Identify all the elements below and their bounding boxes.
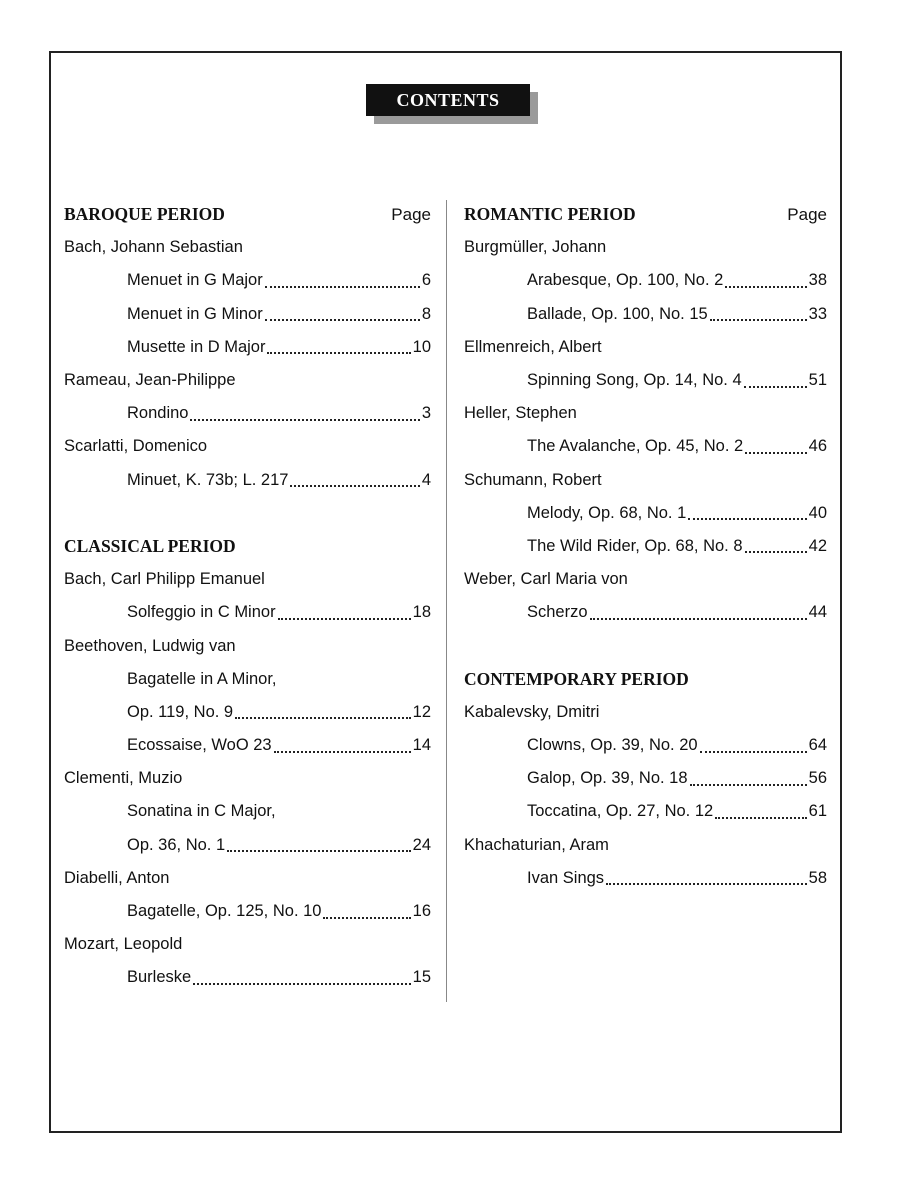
composer-name-row xyxy=(64,563,431,596)
section-heading xyxy=(64,530,431,563)
dot-leader xyxy=(274,751,411,753)
work-title: Rondino xyxy=(127,404,189,423)
contents-title: CONTENTS xyxy=(366,84,530,116)
toc-entry[interactable] xyxy=(64,331,431,364)
composer-name-row xyxy=(64,629,431,662)
composer-name-row xyxy=(464,696,827,729)
toc-entry[interactable] xyxy=(464,729,827,762)
page-number: 40 xyxy=(808,503,827,522)
dot-leader xyxy=(190,419,419,421)
page-number: 42 xyxy=(808,536,827,555)
page-number: 56 xyxy=(808,769,827,788)
composer-name: Ellmenreich, Albert xyxy=(464,337,602,356)
toc-entry[interactable] xyxy=(64,397,431,430)
composer-name: Beethoven, Ludwig van xyxy=(64,636,236,655)
toc-entry[interactable] xyxy=(464,795,827,828)
dot-leader xyxy=(745,452,806,454)
composer-name-row xyxy=(464,331,827,364)
dot-leader xyxy=(606,883,807,885)
toc-entry-line[interactable] xyxy=(64,795,431,828)
toc-entry[interactable] xyxy=(464,497,827,530)
toc-entry[interactable] xyxy=(64,696,431,729)
composer-name: Clementi, Muzio xyxy=(64,769,183,788)
composer-name: Mozart, Leopold xyxy=(64,935,183,954)
dot-leader xyxy=(267,352,410,354)
work-title: Menuet in G Minor xyxy=(127,304,263,323)
work-title: Ecossaise, WoO 23 xyxy=(127,736,272,755)
work-title: Op. 36, No. 1 xyxy=(127,835,226,854)
dot-leader xyxy=(227,850,411,852)
composer-name: Rameau, Jean-Philippe xyxy=(64,371,236,390)
page-number: 18 xyxy=(412,603,431,622)
toc-entry[interactable] xyxy=(64,464,431,497)
composer-name-row xyxy=(64,862,431,895)
composer-name-row xyxy=(64,928,431,961)
toc-entry[interactable] xyxy=(64,961,431,994)
work-title: Bagatelle in A Minor, xyxy=(127,669,277,688)
composer-name: Kabalevsky, Dmitri xyxy=(464,702,600,721)
toc-entry[interactable] xyxy=(64,895,431,928)
page-number: 12 xyxy=(412,702,431,721)
work-title: The Wild Rider, Op. 68, No. 8 xyxy=(527,536,743,555)
work-title: Spinning Song, Op. 14, No. 4 xyxy=(527,371,742,390)
composer-name-row xyxy=(64,231,431,264)
page-number: 64 xyxy=(808,736,827,755)
page-number: 46 xyxy=(808,437,827,456)
page-number: 10 xyxy=(412,337,431,356)
right-column xyxy=(464,198,827,895)
composer-name-row xyxy=(464,464,827,497)
dot-leader xyxy=(265,286,420,288)
composer-name: Heller, Stephen xyxy=(464,404,577,423)
composer-name: Scarlatti, Domenico xyxy=(64,437,208,456)
toc-entry[interactable] xyxy=(64,298,431,331)
dot-leader xyxy=(590,618,807,620)
toc-entry[interactable] xyxy=(464,264,827,297)
work-title: Arabesque, Op. 100, No. 2 xyxy=(527,271,724,290)
page-column-label: Page xyxy=(787,204,827,224)
composer-name: Bach, Johann Sebastian xyxy=(64,238,243,257)
work-title: The Avalanche, Op. 45, No. 2 xyxy=(527,437,744,456)
composer-name: Bach, Carl Philipp Emanuel xyxy=(64,570,265,589)
page-number: 24 xyxy=(412,835,431,854)
work-title: Ballade, Op. 100, No. 15 xyxy=(527,304,708,323)
work-title: Menuet in G Major xyxy=(127,271,263,290)
page-number: 15 xyxy=(412,968,431,987)
composer-name: Schumann, Robert xyxy=(464,470,602,489)
page-number: 3 xyxy=(421,404,431,423)
toc-entry[interactable] xyxy=(464,364,827,397)
section-spacer xyxy=(464,629,827,662)
dot-leader xyxy=(725,286,806,288)
work-title: Burleske xyxy=(127,968,192,987)
dot-leader xyxy=(710,319,807,321)
page-number: 33 xyxy=(808,304,827,323)
composer-name: Khachaturian, Aram xyxy=(464,835,609,854)
work-title: Galop, Op. 39, No. 18 xyxy=(527,769,688,788)
dot-leader xyxy=(278,618,411,620)
page-number: 58 xyxy=(808,868,827,887)
page-number: 8 xyxy=(421,304,431,323)
toc-entry[interactable] xyxy=(64,829,431,862)
work-title: Toccatina, Op. 27, No. 12 xyxy=(527,802,714,821)
toc-entry[interactable] xyxy=(464,530,827,563)
composer-name-row xyxy=(464,829,827,862)
dot-leader xyxy=(688,518,806,520)
composer-name-row xyxy=(64,762,431,795)
section-heading-text: CLASSICAL PERIOD xyxy=(64,535,236,556)
page-number: 51 xyxy=(808,371,827,390)
section-heading xyxy=(464,663,827,696)
dot-leader xyxy=(744,386,807,388)
work-title: Scherzo xyxy=(527,603,588,622)
section-spacer xyxy=(64,497,431,530)
dot-leader xyxy=(690,784,807,786)
dot-leader xyxy=(700,751,807,753)
toc-entry[interactable] xyxy=(464,430,827,463)
page-number: 6 xyxy=(421,271,431,290)
work-title: Ivan Sings xyxy=(527,868,605,887)
page-column-label: Page xyxy=(391,204,431,224)
toc-entry[interactable] xyxy=(464,596,827,629)
dot-leader xyxy=(745,551,807,553)
contents-title-banner xyxy=(366,84,530,116)
column-divider xyxy=(446,200,447,1002)
dot-leader xyxy=(290,485,419,487)
work-title: Minuet, K. 73b; L. 217 xyxy=(127,470,289,489)
section-heading xyxy=(64,198,431,231)
dot-leader xyxy=(235,717,411,719)
composer-name: Weber, Carl Maria von xyxy=(464,570,628,589)
dot-leader xyxy=(323,917,410,919)
composer-name-row xyxy=(464,397,827,430)
toc-entry[interactable] xyxy=(64,264,431,297)
work-title: Clowns, Op. 39, No. 20 xyxy=(527,736,698,755)
toc-entry[interactable] xyxy=(64,729,431,762)
page-number: 44 xyxy=(808,603,827,622)
work-title: Sonatina in C Major, xyxy=(127,802,276,821)
page-number: 4 xyxy=(421,470,431,489)
toc-entry-line[interactable] xyxy=(64,663,431,696)
work-title: Bagatelle, Op. 125, No. 10 xyxy=(127,902,322,921)
composer-name-row xyxy=(64,430,431,463)
left-column xyxy=(64,198,431,995)
dot-leader xyxy=(265,319,420,321)
toc-entry[interactable] xyxy=(464,298,827,331)
page-number: 38 xyxy=(808,271,827,290)
composer-name-row xyxy=(64,364,431,397)
composer-name: Burgmüller, Johann xyxy=(464,238,607,257)
section-heading xyxy=(464,198,827,231)
section-heading-text: BAROQUE PERIOD xyxy=(64,204,225,225)
section-heading-text: ROMANTIC PERIOD xyxy=(464,204,636,225)
toc-entry[interactable] xyxy=(464,762,827,795)
composer-name-row xyxy=(464,231,827,264)
work-title: Op. 119, No. 9 xyxy=(127,702,234,721)
composer-name: Diabelli, Anton xyxy=(64,868,170,887)
toc-entry[interactable] xyxy=(64,596,431,629)
toc-entry[interactable] xyxy=(464,862,827,895)
dot-leader xyxy=(193,983,410,985)
section-heading-text: CONTEMPORARY PERIOD xyxy=(464,668,689,689)
page-number: 14 xyxy=(412,736,431,755)
work-title: Musette in D Major xyxy=(127,337,266,356)
page-number: 16 xyxy=(412,902,431,921)
work-title: Melody, Op. 68, No. 1 xyxy=(527,503,687,522)
dot-leader xyxy=(715,817,806,819)
work-title: Solfeggio in C Minor xyxy=(127,603,276,622)
composer-name-row xyxy=(464,563,827,596)
page-number: 61 xyxy=(808,802,827,821)
